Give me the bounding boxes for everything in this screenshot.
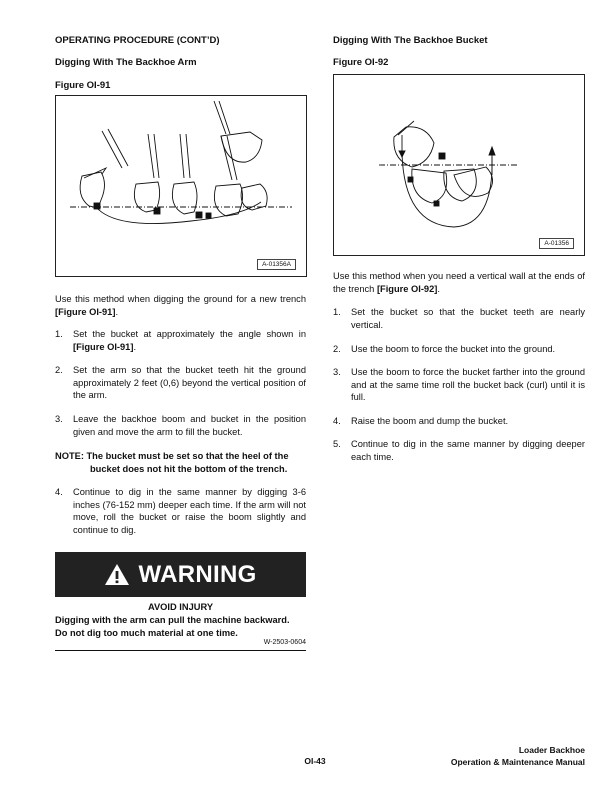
warning-banner [55, 552, 306, 597]
intro-text: Use this method when digging the ground for a new trench [55, 294, 306, 304]
arm-step-3 [55, 413, 306, 439]
step-text: Continue to dig in the same manner by digging deeper each time. [351, 439, 585, 462]
arm-intro-paragraph [55, 293, 306, 318]
step-text: Set the arm so that the bucket teeth hit the ground approximately 2 feet (0,6) beyond the vertical position of the arm. [73, 365, 306, 401]
manual-title-line-1: Loader Backhoe [518, 745, 585, 755]
bucket-intro-paragraph [333, 270, 585, 295]
note-line-2: bucket does not hit the bottom of the trench. [90, 463, 288, 474]
step-number: 3. [333, 367, 341, 377]
bucket-digging-heading: Digging With The Backhoe Bucket [333, 35, 488, 46]
intro-end: . [115, 306, 119, 317]
step-number: 2. [55, 365, 63, 375]
bucket-step-2 [333, 343, 585, 356]
step-number: 4. [55, 487, 63, 497]
bucket-step-3 [333, 366, 585, 406]
arm-step-2 [55, 364, 306, 404]
figure-oi-91 [55, 95, 307, 277]
step-number: 1. [333, 307, 341, 317]
step-text: Use the boom to force the bucket farther into the ground and at the same time roll the bucket back (curl) until it is full. [351, 367, 585, 403]
warning-triangle-icon [104, 563, 130, 586]
step-text: Raise the boom and dump the bucket. [351, 416, 509, 426]
bucket-step-4 [333, 415, 585, 428]
step-number: 2. [333, 344, 341, 354]
step-end: . [133, 341, 137, 352]
step-text: Leave the backhoe boom and bucket in the position given and move the arm to fill the bucket. [73, 414, 306, 437]
step-number: 3. [55, 414, 63, 424]
arm-step-1 [55, 328, 306, 354]
figure-oi-92 [333, 74, 585, 256]
bucket-step-1 [333, 306, 585, 332]
step-number: 5. [333, 439, 341, 449]
manual-title [400, 745, 585, 768]
figure-reference: [Figure OI-92] [376, 283, 438, 294]
page-number: OI-43 [304, 756, 326, 766]
bucket-step-5 [333, 438, 585, 464]
figure-reference: [Figure OI-91] [55, 306, 116, 317]
intro-end: . [437, 283, 440, 294]
step-text: Continue to dig in the same manner by digging 3-6 inches (76-152 mm) deeper each time. If the arm will not move, roll the bucket or raise the boom slightly and continue to dig. [73, 487, 306, 535]
step-text: Set the bucket at approximately the angle shown in [73, 329, 306, 339]
warning-title: WARNING [138, 560, 257, 588]
note-block [55, 450, 315, 475]
figure-code-label: A-01356 [539, 238, 574, 249]
figure-code-label: A-01356A [257, 259, 296, 270]
warning-line-1: Digging with the arm can pull the machine backward. [55, 615, 290, 625]
manual-title-line-2: Operation & Maintenance Manual [450, 756, 585, 767]
figure-reference: [Figure OI-91] [73, 341, 134, 352]
step-number: 4. [333, 416, 341, 426]
note-line-1: NOTE: The bucket must be set so that the heel of the [55, 451, 289, 461]
section-heading: OPERATING PROCEDURE (CONT’D) [55, 35, 220, 46]
warning-line-2: Do not dig too much material at one time. [55, 627, 238, 638]
warning-code: W-2503-0604 [263, 639, 306, 646]
figure-oi-91-label: Figure OI-91 [55, 80, 111, 91]
intro-text: Use this method when you need a vertical wall at the ends of the trench [333, 271, 585, 294]
warning-body [55, 614, 315, 639]
step-number: 1. [55, 329, 63, 339]
arm-step-4 [55, 486, 306, 540]
step-text: Use the boom to force the bucket into the ground. [351, 344, 556, 354]
warning-rule [55, 650, 306, 651]
arm-digging-heading: Digging With The Backhoe Arm [55, 57, 197, 68]
backhoe-arm-illustration [56, 96, 306, 276]
warning-subtitle: AVOID INJURY [147, 602, 214, 612]
backhoe-bucket-illustration [334, 75, 584, 255]
figure-oi-92-label: Figure OI-92 [333, 57, 389, 68]
step-text: Set the bucket so that the bucket teeth are nearly vertical. [351, 307, 585, 330]
